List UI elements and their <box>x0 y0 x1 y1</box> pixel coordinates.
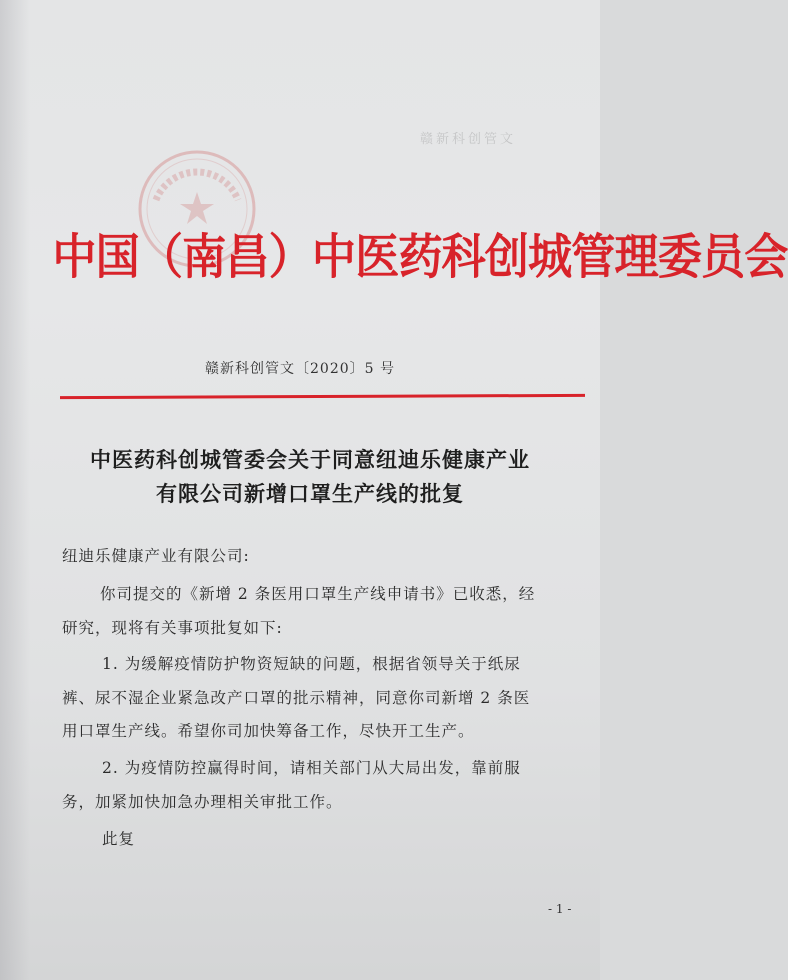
item-1-line-1: 1. 为缓解疫情防护物资短缺的问题，根据省领导关于纸尿 <box>102 655 521 673</box>
page-number: - 1 - <box>548 902 572 916</box>
item-1-line-2: 裤、尿不湿企业紧急改产口罩的批示精神，同意你司新增 2 条医 <box>62 689 531 707</box>
item-2-line-2: 务，加紧加快加急办理相关审批工作。 <box>62 793 343 811</box>
item-1-line-3: 用口罩生产线。希望你司加快筹备工作，尽快开工生产。 <box>62 722 475 740</box>
paragraph-1-line-2: 研究，现将有关事项批复如下: <box>62 619 283 637</box>
closing-text: 此复 <box>102 830 136 848</box>
document-number: 赣新科创管文〔2020〕5 号 <box>205 361 395 377</box>
document-title-line-1: 中医药科创城管委会关于同意纽迪乐健康产业 <box>90 448 530 472</box>
addressee: 纽迪乐健康产业有限公司: <box>62 547 250 565</box>
item-2-line-1: 2. 为疫情防控赢得时间，请相关部门从大局出发，靠前服 <box>102 759 521 777</box>
paragraph-1-line-1: 你司提交的《新增 2 条医用口罩生产线申请书》已收悉，经 <box>100 585 536 603</box>
document-title-line-2: 有限公司新增口罩生产线的批复 <box>156 482 464 506</box>
bleed-through-text: 赣新科创管文 <box>420 132 517 147</box>
red-divider-line <box>60 394 585 399</box>
page-shadow <box>0 0 30 980</box>
issuer-heading: 中国（南昌）中医药科创城管理委员会 <box>52 229 788 285</box>
